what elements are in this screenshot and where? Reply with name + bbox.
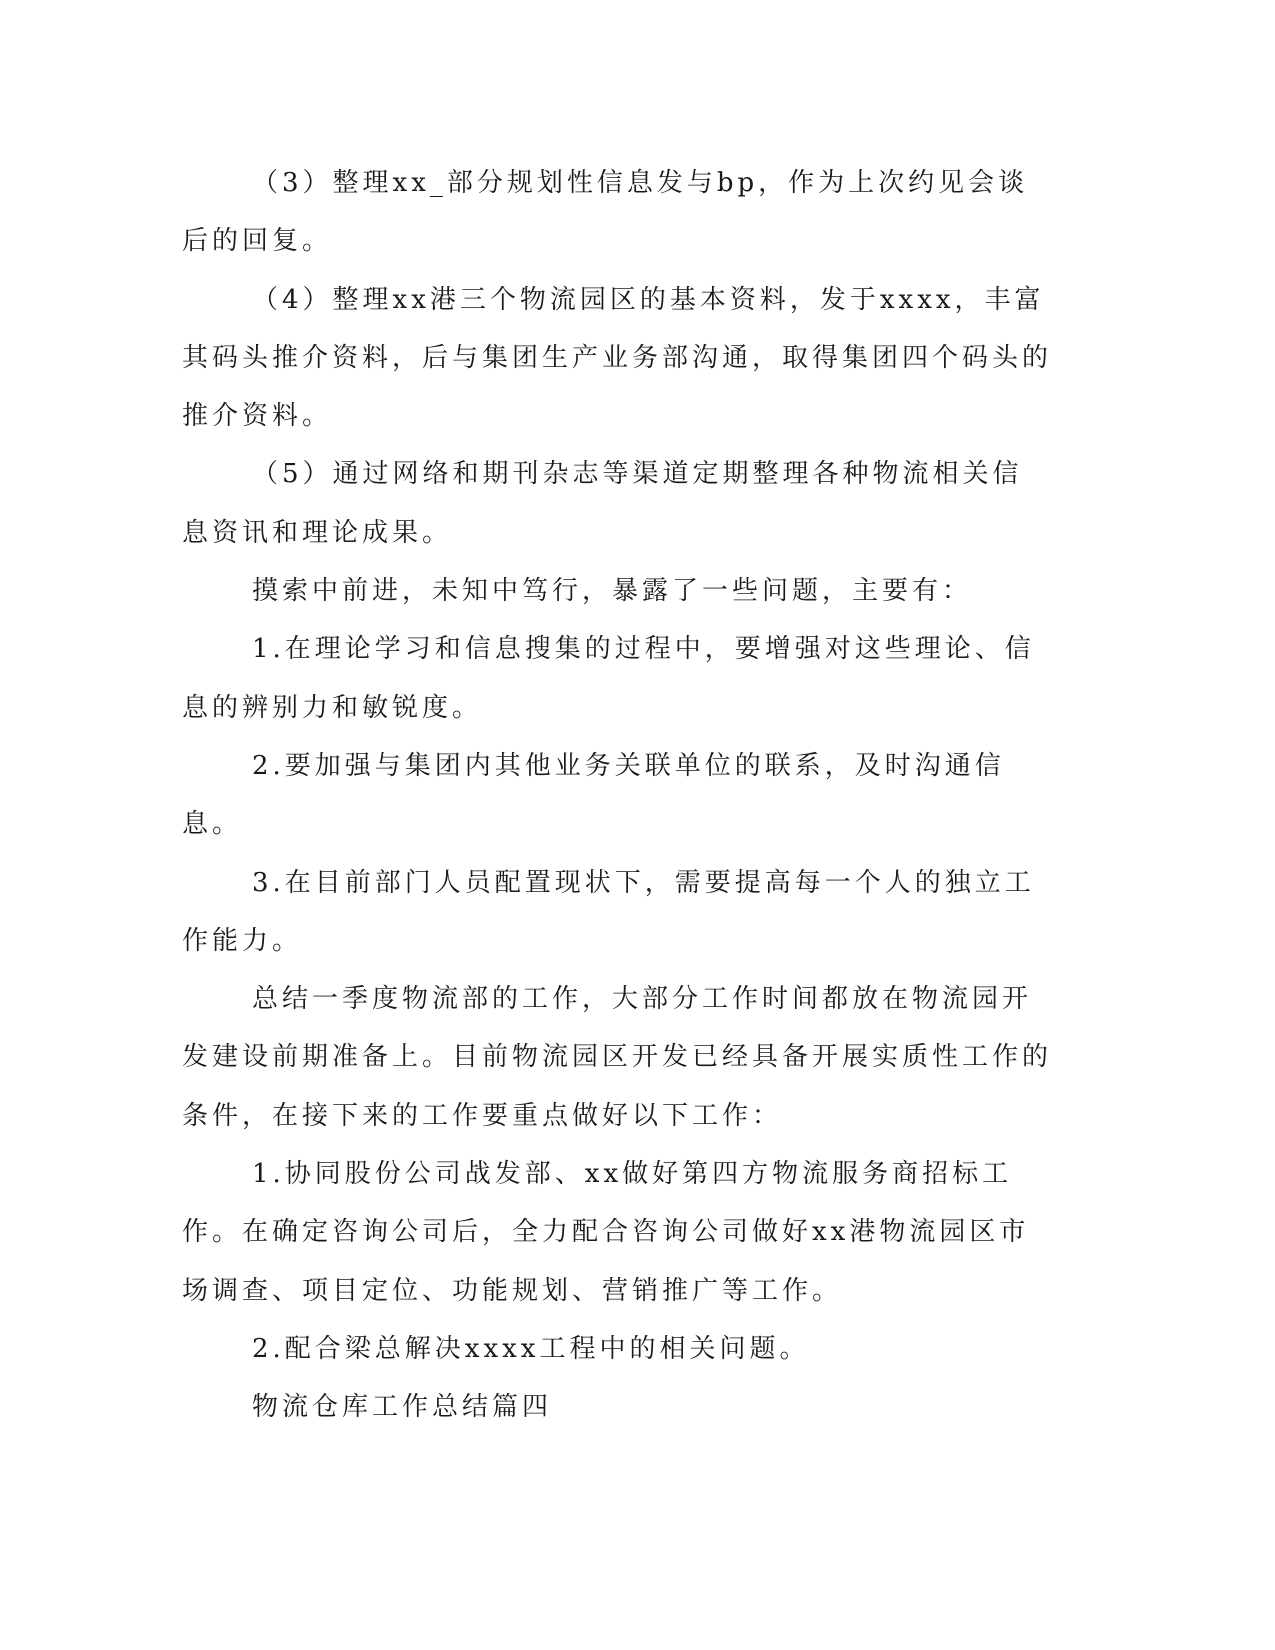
paragraph-item-5: （5）通过网络和期刊杂志等渠道定期整理各种物流相关信息资讯和理论成果。	[182, 459, 1023, 548]
quarter-summary: 总结一季度物流部的工作，大部分工作时间都放在物流园开发建设前期准备上。目前物流园区开发已经具备开展实质性工作的条件，在接下来的工作要重点做好以下工作：	[182, 984, 1053, 1131]
problem-1: 1.在理论学习和信息搜集的过程中，要增强对这些理论、信息的辨别力和敏锐度。	[182, 634, 1035, 723]
paragraph-item-3: （3）整理xx_部分规划性信息发与bp，作为上次约见会谈后的回复。	[182, 168, 1029, 257]
section-heading: 物流仓库工作总结篇四	[252, 1392, 553, 1423]
problem-3: 3.在目前部门人员配置现状下，需要提高每一个人的独立工作能力。	[182, 867, 1035, 956]
next-task-2: 2.配合梁总解决xxxx工程中的相关问题。	[252, 1333, 810, 1364]
problem-2: 2.要加强与集团内其他业务关联单位的联系，及时沟通信息。	[182, 750, 1005, 840]
document-body	[182, 154, 1052, 1437]
paragraph-item-4: （4）整理xx港三个物流园区的基本资料，发于xxxx，丰富其码头推介资料，后与集团生产业务部沟通，取得集团四个码头的推介资料。	[182, 284, 1053, 432]
next-task-1: 1.协同股份公司战发部、xx做好第四方物流服务商招标工作。在确定咨询公司后，全力配合咨询公司做好xx港物流园区市场调查、项目定位、功能规划、营销推广等工作。	[182, 1159, 1030, 1306]
problems-intro: 摸索中前进，未知中笃行，暴露了一些问题，主要有：	[252, 576, 973, 607]
